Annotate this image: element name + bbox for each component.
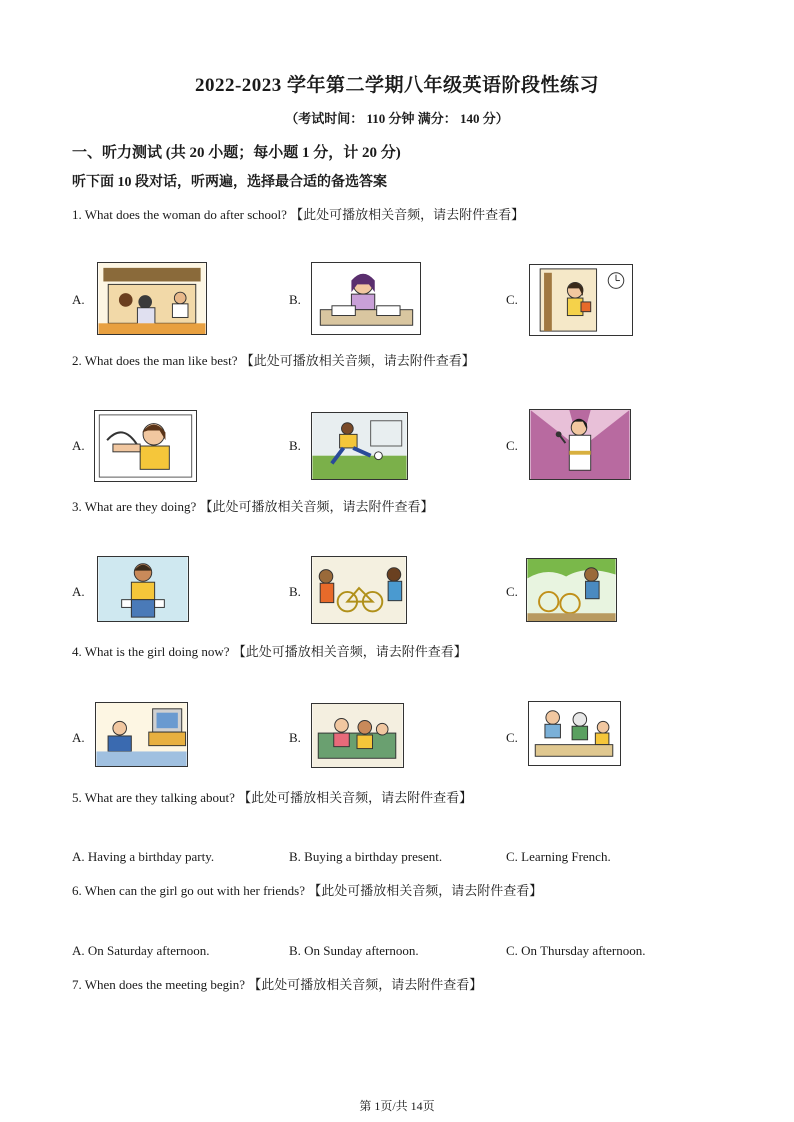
- section-heading: 一、听力测试 (共 20 小题；每小题 1 分，计 20 分): [72, 145, 401, 161]
- singer-microphone-picture: [529, 409, 631, 480]
- q1-option-a-label[interactable]: A.: [72, 292, 85, 307]
- q1-option-c-label[interactable]: C.: [506, 292, 518, 307]
- question-5: 5. What are they talking about? 【此处可播放相关音频，请去附件查看】: [72, 790, 473, 805]
- q6-option-b[interactable]: B. On Sunday afternoon.: [289, 943, 419, 958]
- page-title: 2022-2023 学年第二学期八年级英语阶段性练习: [194, 75, 600, 96]
- question-7: 7. When does the meeting begin? 【此处可播放相关音频，请去附件查看】: [72, 977, 483, 992]
- exam-info: （考试时间： 110 分钟 满分： 140 分）: [285, 111, 509, 126]
- q2-option-a-label[interactable]: A.: [72, 438, 85, 453]
- q3-option-b-label[interactable]: B.: [289, 584, 301, 599]
- q4-option-c-label[interactable]: C.: [506, 730, 518, 745]
- q1-option-b-label[interactable]: B.: [289, 292, 301, 307]
- q2-option-c-label[interactable]: C.: [506, 438, 518, 453]
- girl-studying-picture: [311, 262, 421, 335]
- q4-option-a-label[interactable]: A.: [72, 730, 85, 745]
- family-meal-picture: [528, 701, 621, 766]
- question-2: 2. What does the man like best? 【此处可播放相关音频，请去附件查看】: [72, 353, 475, 368]
- fixing-bike-picture: [311, 556, 407, 624]
- skipping-rope-picture: [94, 410, 197, 482]
- friends-on-sofa-picture: [311, 703, 404, 768]
- question-4: 4. What is the girl doing now? 【此处可播放相关音频，请去附件查看】: [72, 644, 467, 659]
- question-3: 3. What are they doing? 【此处可播放相关音频，请去附件查看】: [72, 499, 434, 514]
- girl-at-door-clock-picture: [529, 264, 633, 336]
- q6-option-a[interactable]: A. On Saturday afternoon.: [72, 943, 210, 958]
- watching-tv-picture: [95, 702, 188, 767]
- bus-stop-picture: [97, 262, 207, 335]
- broken-bike-picture: [526, 558, 617, 622]
- q3-option-a-label[interactable]: A.: [72, 584, 85, 599]
- empty-pockets-picture: [97, 556, 189, 622]
- q2-option-b-label[interactable]: B.: [289, 438, 301, 453]
- question-1: 1. What does the woman do after school? 【此处可播放相关音频，请去附件查看】: [72, 207, 525, 222]
- q6-option-c[interactable]: C. On Thursday afternoon.: [506, 943, 646, 958]
- page-footer: 第 1页/共 14页: [359, 1099, 435, 1113]
- football-kick-picture: [311, 412, 408, 480]
- q4-option-b-label[interactable]: B.: [289, 730, 301, 745]
- instruction-text: 听下面 10 段对话，听两遍，选择最合适的备选答案: [72, 175, 387, 190]
- q5-option-a[interactable]: A. Having a birthday party.: [72, 849, 215, 864]
- q3-option-c-label[interactable]: C.: [506, 584, 518, 599]
- q5-option-c[interactable]: C. Learning French.: [506, 849, 611, 864]
- question-6: 6. When can the girl go out with her friends? 【此处可播放相关音频，请去附件查看】: [72, 883, 543, 898]
- q5-option-b[interactable]: B. Buying a birthday present.: [289, 849, 443, 864]
